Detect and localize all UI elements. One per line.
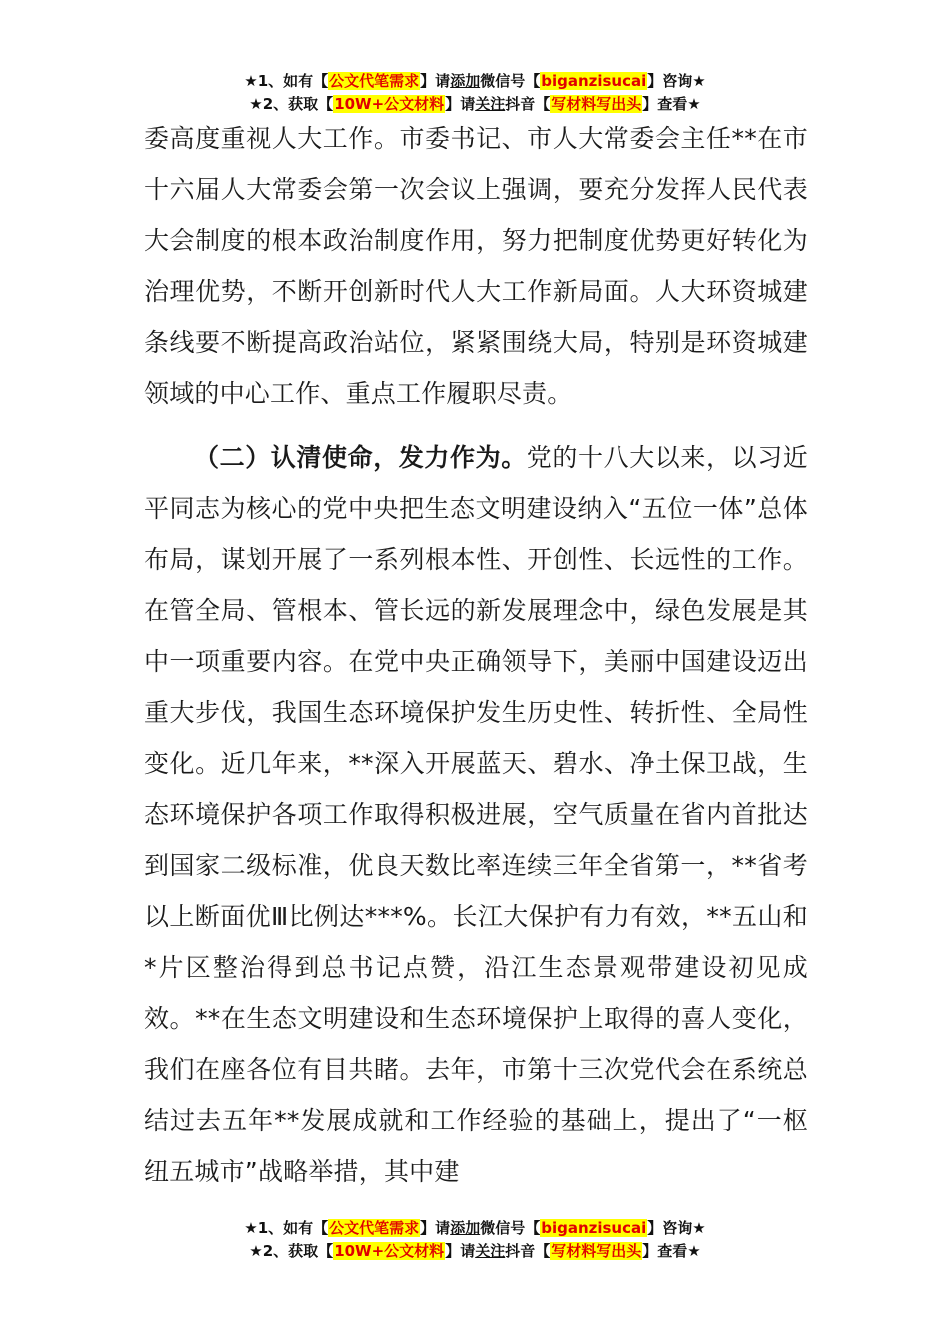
banner-line-2: ★2、获取【10W+公文材料】请关注抖音【写材料写出头】查看★ [249,95,701,113]
paragraph-2-text: 党的十八大以来，以习近平同志为核心的党中央把生态文明建设纳入“五位一体”总体布局，谋划开展了一系列根本性、开创性、长远性的工作。在管全局、管根本、管长远的新发展理念中，绿色发展是其中一项重要内容。在党中央正确领导下，美丽中国建设迈出重大步伐，我国生态环境保护发生历史性、转折性、全局性变化。近几年来，**深入开展蓝天、碧水、净土保卫战，生态环境保护各项工作取得积极进展，空气质量在省内首批达到国家二级标准，优良天数比率连续三年全省第一，**省考以上断面优Ⅲ比例达***%。长江大保护有力有效，**五山和*片区整治得到总书记点赞，沿江生态景观带建设初见成效。**在生态文明建设和生态环境保护上取得的喜人变化，我们在座各位有目共睹。去年，市第十三次党代会在系统总结过去五年**发展成就和工作经验的基础上，提出了“一枢纽五城市”战略举措，其中建 [144,443,808,1186]
banner-line-1: ★1、如有【公文代笔需求】请添加微信号【biganzisucai】咨询★ [244,72,706,90]
paragraph-1: 委高度重视人大工作。市委书记、市人大常委会主任**在市十六届人大常委会第一次会议上强调，要充分发挥人民代表大会制度的根本政治制度作用，努力把制度优势更好转化为治理优势，不断开创新时代人大工作新局面。人大环资城建条线要不断提高政治站位，紧紧围绕大局，特别是环资城建领域的中心工作、重点工作履职尽责。 [144,124,808,408]
highlight-service: 公文代笔需求 [329,1219,420,1237]
header-banner [0,70,950,116]
footer-banner [0,1217,950,1263]
highlight-wechat-id: biganzisucai [541,72,647,90]
banner-line-1: ★1、如有【公文代笔需求】请添加微信号【biganzisucai】咨询★ [244,1219,706,1237]
highlight-materials: 10W+公文材料 [334,95,445,113]
highlight-service: 公文代笔需求 [329,72,420,90]
document-body [144,113,808,1197]
highlight-douyin-id: 写材料写出头 [551,1242,642,1260]
section-heading: （二）认清使命，发力作为。 [194,443,527,472]
highlight-materials: 10W+公文材料 [334,1242,445,1260]
highlight-douyin-id: 写材料写出头 [551,95,642,113]
banner-line-2: ★2、获取【10W+公文材料】请关注抖音【写材料写出头】查看★ [249,1242,701,1260]
highlight-wechat-id: biganzisucai [541,1219,647,1237]
paragraph-2 [144,432,808,1197]
